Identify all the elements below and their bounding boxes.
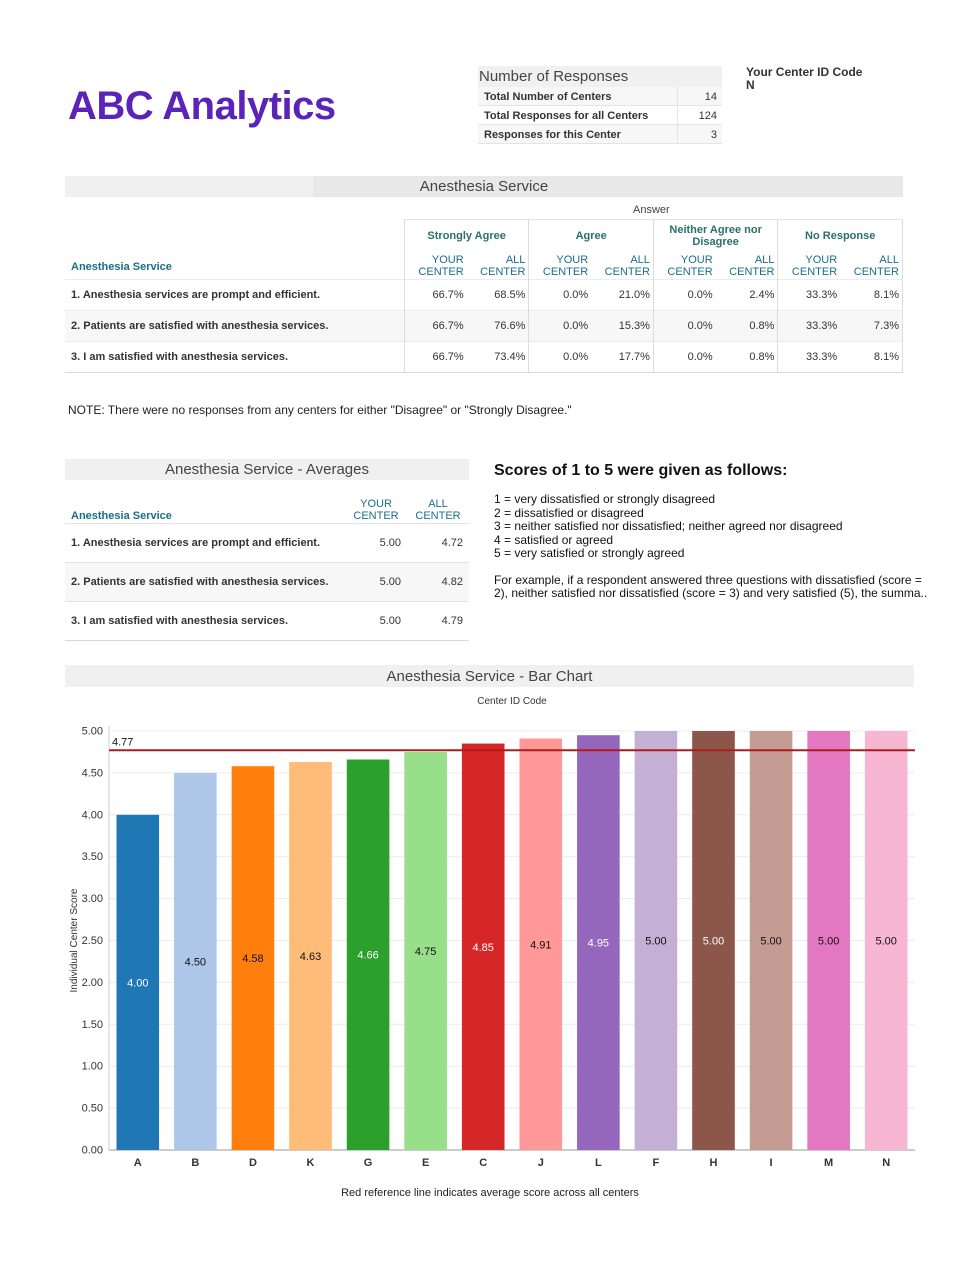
value-cell: 66.7% — [404, 342, 466, 373]
group-header: No Response — [778, 220, 903, 253]
responses-row-value: 14 — [704, 91, 717, 103]
brand-title: ABC Analytics — [68, 84, 336, 128]
center-id-block — [746, 66, 862, 92]
value-cell: 8.1% — [840, 342, 902, 373]
value-cell: 5.00 — [345, 562, 407, 601]
value-cell: 0.0% — [529, 342, 591, 373]
center-id-label: Your Center ID Code — [746, 65, 863, 79]
table-row — [65, 523, 469, 562]
chart-caption: Red reference line indicates average score across all centers — [341, 1187, 639, 1199]
table-row — [65, 311, 903, 342]
x-tick-label: B — [191, 1157, 200, 1169]
col-your-center: YOUR CENTER — [353, 497, 399, 522]
bar-chart-title: Anesthesia Service - Bar Chart — [386, 668, 593, 685]
value-cell: 8.1% — [840, 280, 902, 311]
x-tick-label: H — [709, 1157, 718, 1169]
averages-table — [65, 496, 469, 641]
score-line: 2 = dissatisfied or disagreed — [494, 505, 644, 520]
bar-value-label: 4.95 — [587, 937, 610, 950]
responses-row-label: Total Number of Centers — [478, 87, 678, 105]
value-cell: 7.3% — [840, 311, 902, 342]
x-tick-label: J — [537, 1157, 544, 1169]
scores-info — [494, 462, 928, 601]
x-tick-label: D — [248, 1157, 257, 1169]
answer-label: Answer — [633, 204, 670, 216]
bar-value-label: 4.66 — [357, 949, 379, 962]
value-cell: 21.0% — [591, 280, 653, 311]
x-tick-label: C — [479, 1157, 488, 1169]
value-cell: 4.82 — [407, 562, 469, 601]
responses-row-label: Total Responses for all Centers — [478, 106, 678, 124]
responses-row-all — [478, 106, 722, 125]
service-table — [65, 219, 903, 373]
value-cell: 4.72 — [407, 523, 469, 562]
value-cell: 0.8% — [716, 311, 778, 342]
value-cell: 68.5% — [467, 280, 529, 311]
row-header: Anesthesia Service — [65, 253, 404, 280]
reference-line-label: 4.77 — [112, 736, 134, 749]
bar-value-label: 5.00 — [817, 935, 840, 948]
value-cell: 73.4% — [467, 342, 529, 373]
value-cell: 15.3% — [591, 311, 653, 342]
col-all-center: ALL CENTER — [415, 497, 461, 522]
responses-panel — [478, 66, 722, 144]
question-cell: 3. I am satisfied with anesthesia services. — [65, 342, 404, 373]
y-tick-label: 0.00 — [81, 1144, 103, 1157]
value-cell: 17.7% — [591, 342, 653, 373]
bar-value-label: 4.50 — [184, 956, 207, 969]
bar-value-label: 4.00 — [127, 977, 149, 990]
y-tick-label: 3.00 — [81, 893, 103, 906]
corner-cell — [65, 220, 404, 253]
col-all-center: ALL CENTER — [467, 253, 529, 280]
group-header: Agree — [529, 220, 654, 253]
value-cell: 76.6% — [467, 311, 529, 342]
example-line: For example, if a respondent answered three questions with dissatisfied (score = — [494, 573, 922, 587]
responses-row-value: 3 — [710, 129, 717, 141]
x-tick-label: K — [306, 1157, 315, 1169]
service-table-header — [65, 176, 903, 197]
y-tick-label: 5.00 — [81, 725, 103, 738]
bar-value-label: 5.00 — [875, 935, 897, 948]
col-all-center: ALL CENTER — [591, 253, 653, 280]
responses-row-value: 124 — [698, 110, 717, 122]
value-cell: 33.3% — [778, 280, 840, 311]
y-axis-label: Individual Center Score — [69, 888, 80, 993]
table-row — [65, 562, 469, 601]
averages-title: Anesthesia Service - Averages — [164, 461, 369, 478]
value-cell: 0.0% — [653, 311, 715, 342]
scores-title: Scores of 1 to 5 were given as follows: — [494, 462, 788, 479]
question-cell: 2. Patients are satisfied with anesthesia services. — [65, 562, 345, 601]
y-tick-label: 3.50 — [81, 851, 103, 864]
group-header: Neither Agree nor Disagree — [653, 220, 778, 253]
value-cell: 33.3% — [778, 311, 840, 342]
x-tick-label: L — [594, 1157, 602, 1169]
table-row — [65, 280, 903, 311]
x-tick-label: E — [421, 1157, 430, 1169]
bar-value-label: 4.75 — [414, 945, 437, 958]
x-tick-label: M — [824, 1157, 834, 1169]
y-tick-label: 4.50 — [81, 767, 103, 780]
bar-value-label: 5.00 — [760, 935, 782, 948]
y-tick-label: 0.50 — [81, 1102, 103, 1115]
question-cell: 2. Patients are satisfied with anesthesia services. — [65, 311, 404, 342]
question-cell: 3. I am satisfied with anesthesia services. — [65, 601, 345, 640]
bar-value-label: 4.91 — [530, 939, 552, 952]
service-table-title: Anesthesia Service — [419, 178, 549, 195]
bar-chart — [55, 690, 925, 1180]
y-tick-label: 4.00 — [81, 809, 103, 822]
value-cell: 66.7% — [404, 311, 466, 342]
score-line: 3 = neither satisfied nor dissatisfied; neither agreed nor disagreed — [494, 519, 843, 533]
bar-chart-header — [65, 665, 914, 687]
value-cell: 5.00 — [345, 601, 407, 640]
note-text: NOTE: There were no responses from any centers for either "Disagree" or "Strongly Disagree." — [68, 403, 572, 417]
responses-row-this — [478, 125, 722, 144]
col-your-center: YOUR CENTER — [542, 253, 589, 278]
row-header: Anesthesia Service — [71, 509, 172, 522]
value-cell: 0.0% — [529, 311, 591, 342]
question-cell: 1. Anesthesia services are prompt and efficient. — [65, 280, 404, 311]
responses-row-centers — [478, 87, 722, 106]
score-line: 1 = very dissatisfied or strongly disagreed — [494, 492, 716, 506]
col-your-center: YOUR CENTER — [667, 253, 713, 278]
bar-value-label: 4.63 — [299, 951, 322, 964]
value-cell: 66.7% — [404, 280, 466, 311]
col-all-center: ALL CENTER — [840, 253, 902, 280]
x-tick-label: A — [133, 1157, 142, 1169]
x-tick-label: I — [769, 1157, 773, 1169]
score-line: 5 = very satisfied or strongly agreed — [494, 546, 685, 560]
table-row — [65, 601, 469, 640]
y-tick-label: 2.50 — [81, 935, 103, 947]
value-cell: 0.0% — [653, 280, 715, 311]
bar-value-label: 5.00 — [645, 935, 667, 948]
value-cell: 2.4% — [716, 280, 778, 311]
score-line: 4 = satisfied or agreed — [494, 532, 614, 547]
col-your-center: YOUR CENTER — [791, 253, 838, 278]
center-id-value: N — [746, 78, 755, 92]
bar-value-label: 5.00 — [702, 935, 725, 948]
example-line: 2), neither satisfied nor dissatisfied (score = 3) and very satisfied (5), the summa.. — [494, 586, 928, 600]
averages-header — [65, 459, 469, 480]
value-cell: 0.8% — [716, 342, 778, 373]
col-your-center: YOUR CENTER — [418, 253, 464, 278]
value-cell: 0.0% — [529, 280, 591, 311]
responses-title: Number of Responses — [478, 66, 722, 87]
x-tick-label: N — [882, 1157, 891, 1169]
y-tick-label: 2.00 — [81, 976, 103, 989]
col-all-center: ALL CENTER — [716, 253, 778, 280]
y-tick-label: 1.50 — [81, 1018, 103, 1031]
y-tick-label: 1.00 — [81, 1060, 103, 1073]
value-cell: 0.0% — [653, 342, 715, 373]
group-header: Strongly Agree — [404, 220, 529, 253]
value-cell: 4.79 — [407, 601, 469, 640]
chart-title: Center ID Code — [477, 696, 547, 707]
x-tick-label: G — [363, 1157, 373, 1169]
responses-rows — [478, 87, 722, 144]
value-cell: 5.00 — [345, 523, 407, 562]
bar-value-label: 4.58 — [242, 953, 264, 966]
table-row — [65, 342, 903, 373]
value-cell: 33.3% — [778, 342, 840, 373]
bar-value-label: 4.85 — [472, 941, 494, 954]
responses-row-label: Responses for this Center — [478, 125, 678, 143]
x-tick-label: F — [652, 1157, 660, 1169]
question-cell: 1. Anesthesia services are prompt and efficient. — [65, 523, 345, 562]
